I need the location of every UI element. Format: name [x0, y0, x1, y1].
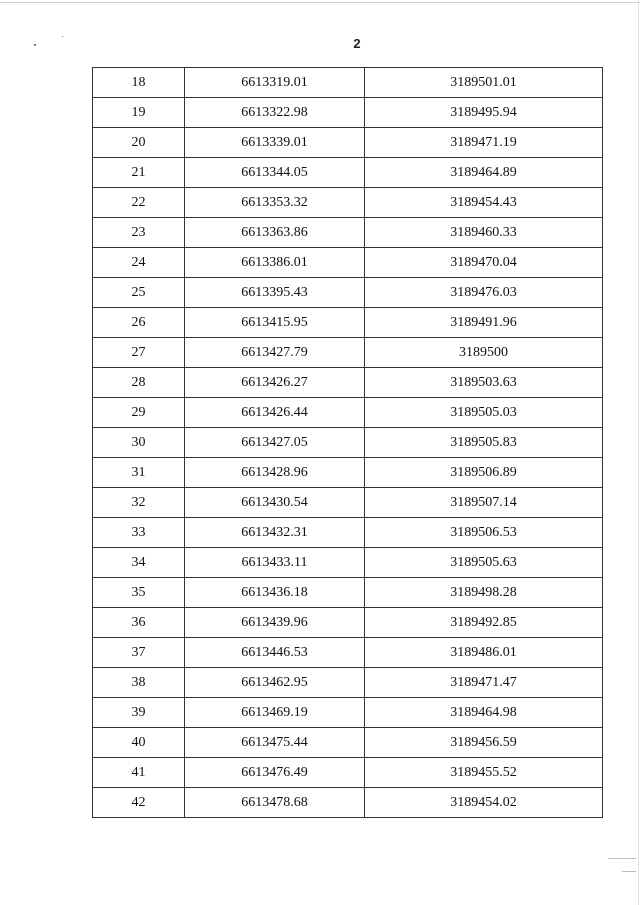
- x-coordinate-cell: 6613426.27: [185, 368, 365, 398]
- x-coordinate-cell: 6613462.95: [185, 668, 365, 698]
- x-coordinate-cell: 6613427.05: [185, 428, 365, 458]
- y-coordinate-cell: 3189505.83: [365, 428, 603, 458]
- x-coordinate-cell: 6613439.96: [185, 608, 365, 638]
- point-number-cell: 36: [93, 608, 185, 638]
- x-coordinate-cell: 6613322.98: [185, 98, 365, 128]
- y-coordinate-cell: 3189505.63: [365, 548, 603, 578]
- point-number-cell: 27: [93, 338, 185, 368]
- point-number-cell: 24: [93, 248, 185, 278]
- point-number-cell: 29: [93, 398, 185, 428]
- coordinates-table-body: [93, 68, 603, 818]
- coordinates-table: [92, 67, 603, 818]
- table-row: [93, 758, 603, 788]
- point-number-cell: 39: [93, 698, 185, 728]
- scan-margin-mark: [622, 871, 636, 872]
- x-coordinate-cell: 6613469.19: [185, 698, 365, 728]
- point-number-cell: 23: [93, 218, 185, 248]
- y-coordinate-cell: 3189491.96: [365, 308, 603, 338]
- y-coordinate-cell: 3189505.03: [365, 398, 603, 428]
- point-number-cell: 22: [93, 188, 185, 218]
- table-row: [93, 158, 603, 188]
- table-row: [93, 698, 603, 728]
- table-row: [93, 338, 603, 368]
- x-coordinate-cell: 6613344.05: [185, 158, 365, 188]
- point-number-cell: 33: [93, 518, 185, 548]
- x-coordinate-cell: 6613432.31: [185, 518, 365, 548]
- page-number: 2: [353, 36, 361, 51]
- scan-margin-mark: [608, 858, 636, 859]
- table-row: [93, 398, 603, 428]
- table-row: [93, 128, 603, 158]
- point-number-cell: 18: [93, 68, 185, 98]
- x-coordinate-cell: 6613433.11: [185, 548, 365, 578]
- table-row: [93, 728, 603, 758]
- point-number-cell: 34: [93, 548, 185, 578]
- table-row: [93, 458, 603, 488]
- y-coordinate-cell: 3189456.59: [365, 728, 603, 758]
- point-number-cell: 32: [93, 488, 185, 518]
- x-coordinate-cell: 6613428.96: [185, 458, 365, 488]
- y-coordinate-cell: 3189500: [365, 338, 603, 368]
- x-coordinate-cell: 6613395.43: [185, 278, 365, 308]
- table-row: [93, 608, 603, 638]
- y-coordinate-cell: 3189460.33: [365, 218, 603, 248]
- x-coordinate-cell: 6613415.95: [185, 308, 365, 338]
- y-coordinate-cell: 3189492.85: [365, 608, 603, 638]
- scan-right-edge: [638, 0, 639, 905]
- table-row: [93, 518, 603, 548]
- y-coordinate-cell: 3189476.03: [365, 278, 603, 308]
- x-coordinate-cell: 6613363.86: [185, 218, 365, 248]
- y-coordinate-cell: 3189501.01: [365, 68, 603, 98]
- y-coordinate-cell: 3189506.89: [365, 458, 603, 488]
- point-number-cell: 38: [93, 668, 185, 698]
- x-coordinate-cell: 6613475.44: [185, 728, 365, 758]
- x-coordinate-cell: 6613386.01: [185, 248, 365, 278]
- point-number-cell: 35: [93, 578, 185, 608]
- point-number-cell: 19: [93, 98, 185, 128]
- point-number-cell: 25: [93, 278, 185, 308]
- point-number-cell: 41: [93, 758, 185, 788]
- table-row: [93, 278, 603, 308]
- table-row: [93, 788, 603, 818]
- y-coordinate-cell: 3189470.04: [365, 248, 603, 278]
- y-coordinate-cell: 3189464.89: [365, 158, 603, 188]
- x-coordinate-cell: 6613426.44: [185, 398, 365, 428]
- table-row: [93, 308, 603, 338]
- point-number-cell: 26: [93, 308, 185, 338]
- y-coordinate-cell: 3189454.43: [365, 188, 603, 218]
- table-row: [93, 368, 603, 398]
- y-coordinate-cell: 3189471.47: [365, 668, 603, 698]
- x-coordinate-cell: 6613436.18: [185, 578, 365, 608]
- x-coordinate-cell: 6613430.54: [185, 488, 365, 518]
- point-number-cell: 30: [93, 428, 185, 458]
- x-coordinate-cell: 6613319.01: [185, 68, 365, 98]
- table-row: [93, 218, 603, 248]
- point-number-cell: 42: [93, 788, 185, 818]
- y-coordinate-cell: 3189464.98: [365, 698, 603, 728]
- table-row: [93, 488, 603, 518]
- scan-top-edge: [0, 2, 640, 3]
- point-number-cell: 31: [93, 458, 185, 488]
- table-row: [93, 668, 603, 698]
- y-coordinate-cell: 3189507.14: [365, 488, 603, 518]
- table-row: [93, 548, 603, 578]
- y-coordinate-cell: 3189503.63: [365, 368, 603, 398]
- table-row: [93, 578, 603, 608]
- point-number-cell: 37: [93, 638, 185, 668]
- y-coordinate-cell: 3189495.94: [365, 98, 603, 128]
- y-coordinate-cell: 3189486.01: [365, 638, 603, 668]
- point-number-cell: 28: [93, 368, 185, 398]
- table-row: [93, 98, 603, 128]
- x-coordinate-cell: 6613353.32: [185, 188, 365, 218]
- point-number-cell: 20: [93, 128, 185, 158]
- x-coordinate-cell: 6613476.49: [185, 758, 365, 788]
- table-row: [93, 68, 603, 98]
- y-coordinate-cell: 3189506.53: [365, 518, 603, 548]
- x-coordinate-cell: 6613339.01: [185, 128, 365, 158]
- table-row: [93, 428, 603, 458]
- point-number-cell: 40: [93, 728, 185, 758]
- y-coordinate-cell: 3189498.28: [365, 578, 603, 608]
- x-coordinate-cell: 6613427.79: [185, 338, 365, 368]
- table-row: [93, 188, 603, 218]
- y-coordinate-cell: 3189471.19: [365, 128, 603, 158]
- table-row: [93, 248, 603, 278]
- x-coordinate-cell: 6613478.68: [185, 788, 365, 818]
- x-coordinate-cell: 6613446.53: [185, 638, 365, 668]
- point-number-cell: 21: [93, 158, 185, 188]
- table-row: [93, 638, 603, 668]
- y-coordinate-cell: 3189455.52: [365, 758, 603, 788]
- y-coordinate-cell: 3189454.02: [365, 788, 603, 818]
